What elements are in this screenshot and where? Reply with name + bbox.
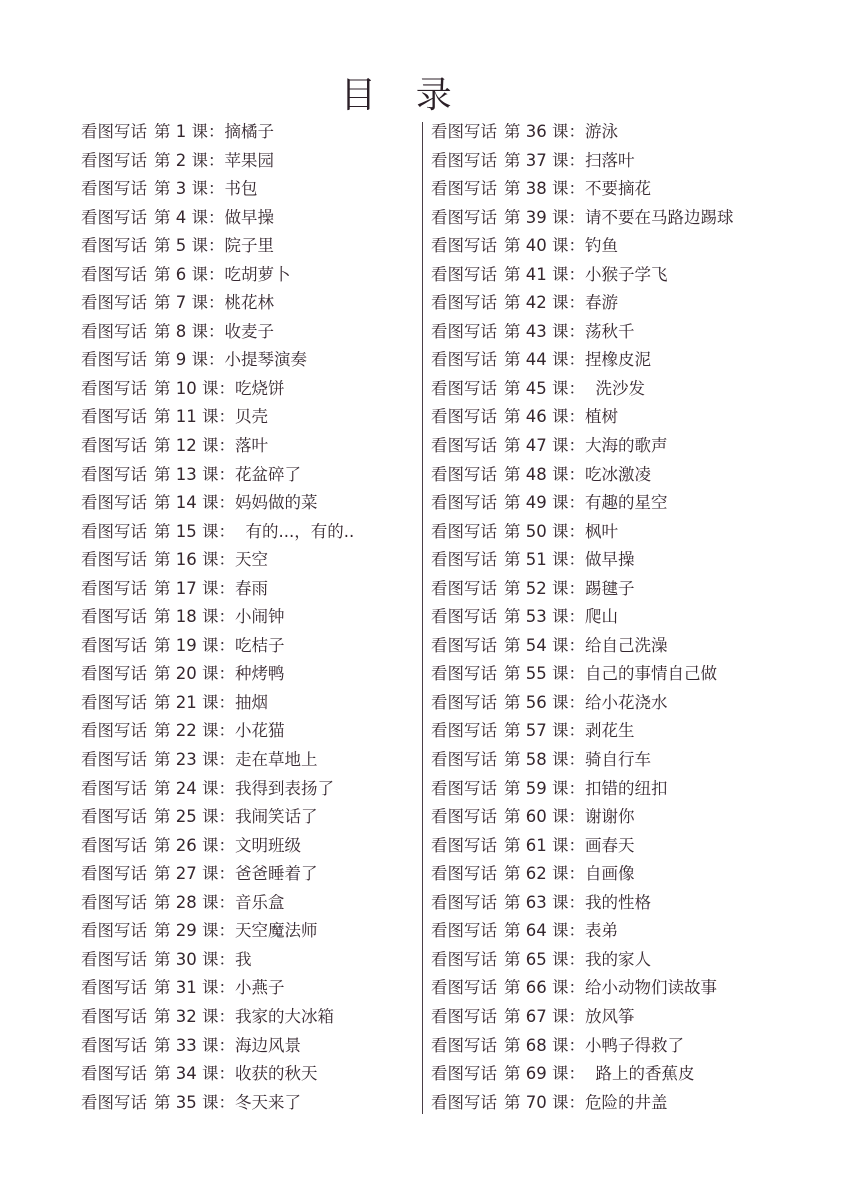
- entry-prefix: 看图写话: [81, 236, 147, 256]
- toc-entry[interactable]: [81, 432, 411, 461]
- entry-prefix: 看图写话: [81, 378, 147, 398]
- toc-entry[interactable]: [81, 204, 411, 233]
- toc-entry[interactable]: [81, 546, 411, 575]
- toc-entry[interactable]: [431, 632, 811, 661]
- entry-prefix: 看图写话: [81, 150, 147, 170]
- entry-lesson-number: 第 67 课：: [504, 1006, 585, 1026]
- toc-entry[interactable]: [431, 946, 811, 975]
- entry-lesson-number: 第 63 课：: [504, 892, 585, 912]
- entry-lesson-title: 种烤鸭: [235, 664, 285, 684]
- entry-lesson-title: 放风筝: [585, 1006, 635, 1026]
- entry-lesson-number: 第 16 课：: [154, 550, 235, 570]
- entry-lesson-title: 钓鱼: [585, 236, 618, 256]
- entry-lesson-title: 给自己洗澡: [585, 635, 668, 655]
- entry-prefix: 看图写话: [431, 207, 497, 227]
- entry-prefix: 看图写话: [431, 778, 497, 798]
- entry-lesson-number: 第 37 课：: [504, 150, 585, 170]
- toc-entry[interactable]: [431, 860, 811, 889]
- entry-lesson-number: 第 64 课：: [504, 921, 585, 941]
- entry-lesson-title: 书包: [224, 179, 258, 199]
- entry-prefix: 看图写话: [431, 692, 497, 712]
- entry-lesson-title: 桃花林: [224, 293, 274, 313]
- entry-lesson-title: 洗沙发: [585, 378, 645, 398]
- entry-lesson-number: 第 51 课：: [504, 550, 585, 570]
- entry-lesson-number: 第 15 课：: [154, 521, 235, 541]
- entry-lesson-title: 我: [235, 949, 252, 969]
- toc-entry[interactable]: [431, 1089, 811, 1118]
- entry-lesson-title: 给小动物们读故事: [585, 978, 717, 998]
- entry-lesson-number: 第 23 课：: [154, 750, 235, 770]
- entry-prefix: 看图写话: [431, 1064, 497, 1084]
- toc-entry[interactable]: [431, 232, 811, 261]
- entry-prefix: 看图写话: [81, 1092, 147, 1112]
- page-title: 目 录: [340, 75, 466, 116]
- entry-prefix: 看图写话: [431, 321, 497, 341]
- entry-lesson-number: 第 19 课：: [154, 635, 235, 655]
- entry-lesson-number: 第 36 课：: [504, 122, 585, 141]
- toc-entry[interactable]: [431, 403, 811, 432]
- entry-lesson-number: 第 1 课：: [154, 122, 225, 141]
- entry-lesson-title: 走在草地上: [235, 750, 318, 770]
- entry-lesson-title: 捏橡皮泥: [585, 350, 651, 370]
- entry-lesson-number: 第 60 课：: [504, 807, 585, 827]
- toc-entry[interactable]: [81, 1060, 411, 1089]
- entry-prefix: 看图写话: [431, 464, 497, 484]
- toc-entry[interactable]: [431, 1060, 811, 1089]
- entry-prefix: 看图写话: [81, 949, 147, 969]
- toc-right-column: [431, 118, 811, 1117]
- entry-lesson-title: 荡秋千: [585, 321, 635, 341]
- entry-prefix: 看图写话: [81, 892, 147, 912]
- toc-entry[interactable]: [81, 689, 411, 718]
- entry-prefix: 看图写话: [431, 293, 497, 313]
- entry-prefix: 看图写话: [431, 378, 497, 398]
- toc-entry[interactable]: [81, 717, 411, 746]
- entry-lesson-title: 植树: [585, 407, 618, 427]
- entry-prefix: 看图写话: [81, 1006, 147, 1026]
- entry-lesson-title: 爬山: [585, 607, 618, 627]
- entry-lesson-title: 自画像: [585, 864, 635, 884]
- entry-prefix: 看图写话: [81, 493, 147, 513]
- toc-entry[interactable]: [431, 746, 811, 775]
- entry-lesson-title: 落叶: [235, 436, 268, 456]
- entry-prefix: 看图写话: [81, 578, 147, 598]
- entry-lesson-number: 第 50 课：: [504, 521, 585, 541]
- toc-entry[interactable]: [81, 318, 411, 347]
- entry-prefix: 看图写话: [431, 864, 497, 884]
- entry-lesson-title: 贝壳: [235, 407, 268, 427]
- toc-entry[interactable]: [81, 889, 411, 918]
- entry-lesson-number: 第 20 课：: [154, 664, 235, 684]
- entry-lesson-number: 第 41 课：: [504, 264, 585, 284]
- toc-entry[interactable]: [431, 689, 811, 718]
- entry-lesson-title: 自己的事情自己做: [585, 664, 717, 684]
- entry-lesson-number: 第 47 课：: [504, 436, 585, 456]
- entry-prefix: 看图写话: [431, 664, 497, 684]
- toc-entry[interactable]: [431, 803, 811, 832]
- entry-prefix: 看图写话: [431, 236, 497, 256]
- entry-prefix: 看图写话: [81, 207, 147, 227]
- entry-lesson-title: 吃桔子: [235, 635, 285, 655]
- entry-prefix: 看图写话: [431, 635, 497, 655]
- column-divider: [422, 122, 423, 1114]
- entry-prefix: 看图写话: [431, 1006, 497, 1026]
- entry-lesson-number: 第 30 课：: [154, 949, 235, 969]
- entry-prefix: 看图写话: [81, 321, 147, 341]
- toc-entry[interactable]: [81, 746, 411, 775]
- entry-lesson-number: 第 8 课：: [154, 321, 225, 341]
- entry-lesson-title: 收获的秋天: [235, 1064, 318, 1084]
- entry-lesson-title: 抽烟: [235, 692, 268, 712]
- entry-lesson-number: 第 61 课：: [504, 835, 585, 855]
- entry-prefix: 看图写话: [81, 607, 147, 627]
- entry-lesson-number: 第 14 课：: [154, 493, 235, 513]
- entry-prefix: 看图写话: [81, 293, 147, 313]
- entry-prefix: 看图写话: [431, 179, 497, 199]
- entry-lesson-title: 大海的歌声: [585, 436, 668, 456]
- toc-entry[interactable]: [431, 204, 811, 233]
- entry-lesson-title: 踢毽子: [585, 578, 635, 598]
- entry-lesson-title: 做早操: [224, 207, 274, 227]
- entry-lesson-title: 扣错的纽扣: [585, 778, 668, 798]
- entry-lesson-title: 收麦子: [224, 321, 274, 341]
- entry-lesson-title: 请不要在马路边踢球: [585, 207, 734, 227]
- entry-lesson-number: 第 62 课：: [504, 864, 585, 884]
- toc-entry[interactable]: [81, 346, 411, 375]
- entry-prefix: 看图写话: [431, 521, 497, 541]
- entry-lesson-number: 第 45 课：: [504, 378, 585, 398]
- toc-entry[interactable]: [431, 318, 811, 347]
- entry-prefix: 看图写话: [431, 807, 497, 827]
- entry-lesson-title: 我闹笑话了: [235, 807, 318, 827]
- toc-entry[interactable]: [431, 575, 811, 604]
- entry-lesson-title: 我家的大冰箱: [235, 1006, 334, 1026]
- toc-entry[interactable]: [431, 346, 811, 375]
- entry-lesson-number: 第 17 课：: [154, 578, 235, 598]
- entry-lesson-number: 第 3 课：: [154, 179, 225, 199]
- entry-lesson-number: 第 18 课：: [154, 607, 235, 627]
- entry-lesson-number: 第 44 课：: [504, 350, 585, 370]
- entry-prefix: 看图写话: [431, 835, 497, 855]
- entry-prefix: 看图写话: [431, 407, 497, 427]
- entry-lesson-title: 我得到表扬了: [235, 778, 334, 798]
- toc-entry[interactable]: [81, 917, 411, 946]
- entry-lesson-number: 第 34 课：: [154, 1064, 235, 1084]
- entry-prefix: 看图写话: [431, 949, 497, 969]
- toc-entry[interactable]: [431, 175, 811, 204]
- toc-entry[interactable]: [81, 1003, 411, 1032]
- entry-lesson-title: 吃胡萝卜: [224, 264, 291, 284]
- entry-lesson-title: 路上的香蕉皮: [585, 1064, 695, 1084]
- toc-entry[interactable]: [431, 1003, 811, 1032]
- entry-lesson-title: 音乐盒: [235, 892, 285, 912]
- entry-prefix: 看图写话: [81, 436, 147, 456]
- entry-lesson-number: 第 54 课：: [504, 635, 585, 655]
- toc-entry[interactable]: [81, 575, 411, 604]
- entry-prefix: 看图写话: [431, 350, 497, 370]
- entry-prefix: 看图写话: [81, 721, 147, 741]
- entry-prefix: 看图写话: [81, 921, 147, 941]
- entry-lesson-number: 第 24 课：: [154, 778, 235, 798]
- toc-entry[interactable]: [81, 147, 411, 176]
- entry-prefix: 看图写话: [81, 179, 147, 199]
- entry-lesson-number: 第 29 课：: [154, 921, 235, 941]
- entry-lesson-number: 第 11 课：: [154, 407, 235, 427]
- entry-lesson-number: 第 28 课：: [154, 892, 235, 912]
- entry-lesson-number: 第 32 课：: [154, 1006, 235, 1026]
- entry-lesson-title: 小燕子: [235, 978, 285, 998]
- entry-lesson-title: 危险的井盖: [585, 1092, 668, 1112]
- entry-prefix: 看图写话: [81, 1064, 147, 1084]
- entry-lesson-number: 第 52 课：: [504, 578, 585, 598]
- toc-entry[interactable]: [81, 232, 411, 261]
- entry-prefix: 看图写话: [431, 978, 497, 998]
- entry-lesson-number: 第 39 课：: [504, 207, 585, 227]
- entry-lesson-number: 第 55 课：: [504, 664, 585, 684]
- entry-lesson-title: 小鸭子得救了: [585, 1035, 684, 1055]
- entry-prefix: 看图写话: [431, 750, 497, 770]
- entry-lesson-number: 第 43 课：: [504, 321, 585, 341]
- entry-lesson-title: 天空: [235, 550, 268, 570]
- entry-prefix: 看图写话: [81, 807, 147, 827]
- entry-lesson-number: 第 38 课：: [504, 179, 585, 199]
- entry-lesson-number: 第 7 课：: [154, 293, 225, 313]
- entry-prefix: 看图写话: [431, 264, 497, 284]
- entry-lesson-title: 吃冰激凌: [585, 464, 651, 484]
- toc-entry[interactable]: [431, 289, 811, 318]
- entry-prefix: 看图写话: [431, 550, 497, 570]
- entry-prefix: 看图写话: [81, 264, 147, 284]
- entry-lesson-number: 第 10 课：: [154, 378, 235, 398]
- entry-prefix: 看图写话: [81, 664, 147, 684]
- entry-lesson-title: 我的家人: [585, 949, 651, 969]
- entry-lesson-number: 第 40 课：: [504, 236, 585, 256]
- entry-prefix: 看图写话: [81, 778, 147, 798]
- toc-entry[interactable]: [431, 432, 811, 461]
- entry-lesson-number: 第 5 课：: [154, 236, 225, 256]
- entry-lesson-title: 给小花浇水: [585, 692, 668, 712]
- entry-prefix: 看图写话: [431, 1035, 497, 1055]
- entry-lesson-number: 第 59 课：: [504, 778, 585, 798]
- entry-lesson-title: 我的性格: [585, 892, 651, 912]
- toc-entry[interactable]: [81, 175, 411, 204]
- entry-lesson-number: 第 48 课：: [504, 464, 585, 484]
- entry-lesson-number: 第 57 课：: [504, 721, 585, 741]
- toc-entry[interactable]: [81, 461, 411, 490]
- toc-entry[interactable]: [81, 603, 411, 632]
- toc-entry[interactable]: [431, 775, 811, 804]
- entry-lesson-number: 第 68 课：: [504, 1035, 585, 1055]
- entry-prefix: 看图写话: [81, 122, 147, 141]
- entry-lesson-title: 表弟: [585, 921, 618, 941]
- entry-lesson-title: 骑自行车: [585, 750, 651, 770]
- toc-entry[interactable]: [81, 775, 411, 804]
- entry-lesson-number: 第 46 课：: [504, 407, 585, 427]
- entry-lesson-number: 第 21 课：: [154, 692, 235, 712]
- toc-entry[interactable]: [81, 375, 411, 404]
- toc-entry[interactable]: [81, 860, 411, 889]
- toc-entry[interactable]: [431, 974, 811, 1003]
- toc-entry[interactable]: [431, 489, 811, 518]
- toc-entry[interactable]: [81, 660, 411, 689]
- entry-prefix: 看图写话: [81, 692, 147, 712]
- entry-lesson-title: 文明班级: [235, 835, 301, 855]
- entry-prefix: 看图写话: [81, 978, 147, 998]
- entry-lesson-title: 扫落叶: [585, 150, 635, 170]
- entry-lesson-number: 第 42 课：: [504, 293, 585, 313]
- entry-prefix: 看图写话: [81, 550, 147, 570]
- entry-lesson-title: 谢谢你: [585, 807, 635, 827]
- entry-lesson-title: 天空魔法师: [235, 921, 318, 941]
- toc-entry[interactable]: [81, 1089, 411, 1118]
- toc-entry[interactable]: [431, 261, 811, 290]
- entry-lesson-number: 第 27 课：: [154, 864, 235, 884]
- toc-entry[interactable]: [431, 461, 811, 490]
- entry-lesson-number: 第 26 课：: [154, 835, 235, 855]
- entry-lesson-title: 摘橘子: [224, 122, 274, 141]
- entry-lesson-title: 妈妈做的菜: [235, 493, 318, 513]
- entry-prefix: 看图写话: [81, 521, 147, 541]
- toc-entry[interactable]: [81, 1032, 411, 1061]
- entry-lesson-number: 第 12 课：: [154, 436, 235, 456]
- toc-entry[interactable]: [431, 1032, 811, 1061]
- toc-entry[interactable]: [431, 118, 811, 147]
- toc-entry[interactable]: [431, 518, 811, 547]
- entry-lesson-number: 第 56 课：: [504, 692, 585, 712]
- entry-lesson-number: 第 9 课：: [154, 350, 225, 370]
- entry-lesson-title: 爸爸睡着了: [235, 864, 318, 884]
- entry-prefix: 看图写话: [431, 122, 497, 141]
- entry-lesson-number: 第 69 课：: [504, 1064, 585, 1084]
- entry-lesson-number: 第 25 课：: [154, 807, 235, 827]
- entry-prefix: 看图写话: [81, 635, 147, 655]
- entry-prefix: 看图写话: [81, 750, 147, 770]
- entry-prefix: 看图写话: [431, 921, 497, 941]
- entry-lesson-title: 游泳: [585, 122, 618, 141]
- entry-lesson-number: 第 66 课：: [504, 978, 585, 998]
- entry-lesson-number: 第 70 课：: [504, 1092, 585, 1112]
- toc-entry[interactable]: [431, 832, 811, 861]
- entry-lesson-title: 小提琴演奏: [224, 350, 307, 370]
- entry-lesson-title: 枫叶: [585, 521, 618, 541]
- toc-entry[interactable]: [81, 632, 411, 661]
- toc-entry[interactable]: [81, 118, 411, 147]
- toc-entry[interactable]: [431, 147, 811, 176]
- toc-entry[interactable]: [81, 946, 411, 975]
- entry-prefix: 看图写话: [81, 464, 147, 484]
- toc-entry[interactable]: [81, 974, 411, 1003]
- entry-lesson-number: 第 58 课：: [504, 750, 585, 770]
- entry-lesson-title: 有的...，有的..: [235, 521, 355, 541]
- entry-lesson-title: 花盆碎了: [235, 464, 301, 484]
- entry-lesson-number: 第 4 课：: [154, 207, 225, 227]
- entry-lesson-title: 有趣的星空: [585, 493, 668, 513]
- entry-lesson-title: 冬天来了: [235, 1092, 301, 1112]
- entry-lesson-title: 小闹钟: [235, 607, 285, 627]
- entry-lesson-number: 第 2 课：: [154, 150, 225, 170]
- toc-entry[interactable]: [81, 518, 411, 547]
- entry-lesson-title: 剥花生: [585, 721, 635, 741]
- toc-entry[interactable]: [81, 489, 411, 518]
- entry-lesson-number: 第 65 课：: [504, 949, 585, 969]
- entry-lesson-number: 第 35 课：: [154, 1092, 235, 1112]
- entry-lesson-number: 第 13 课：: [154, 464, 235, 484]
- entry-prefix: 看图写话: [81, 407, 147, 427]
- toc-entry[interactable]: [431, 546, 811, 575]
- entry-lesson-title: 小花猫: [235, 721, 285, 741]
- entry-prefix: 看图写话: [431, 721, 497, 741]
- entry-lesson-title: 不要摘花: [585, 179, 651, 199]
- entry-prefix: 看图写话: [431, 150, 497, 170]
- toc-entry[interactable]: [81, 832, 411, 861]
- entry-prefix: 看图写话: [81, 350, 147, 370]
- entry-prefix: 看图写话: [431, 607, 497, 627]
- entry-lesson-title: 春游: [585, 293, 618, 313]
- entry-lesson-title: 春雨: [235, 578, 268, 598]
- entry-lesson-number: 第 6 课：: [154, 264, 225, 284]
- toc-entry[interactable]: [431, 889, 811, 918]
- entry-lesson-number: 第 31 课：: [154, 978, 235, 998]
- entry-prefix: 看图写话: [81, 835, 147, 855]
- toc-entry[interactable]: [81, 403, 411, 432]
- entry-prefix: 看图写话: [431, 578, 497, 598]
- entry-lesson-title: 小猴子学飞: [585, 264, 668, 284]
- toc-entry[interactable]: [431, 660, 811, 689]
- toc-entry[interactable]: [81, 289, 411, 318]
- entry-lesson-number: 第 33 课：: [154, 1035, 235, 1055]
- entry-lesson-number: 第 22 课：: [154, 721, 235, 741]
- toc-left-column: [81, 118, 411, 1117]
- entry-lesson-number: 第 49 课：: [504, 493, 585, 513]
- toc-entry[interactable]: [81, 803, 411, 832]
- entry-lesson-number: 第 53 课：: [504, 607, 585, 627]
- toc-entry[interactable]: [431, 603, 811, 632]
- entry-prefix: 看图写话: [431, 493, 497, 513]
- toc-entry[interactable]: [431, 917, 811, 946]
- entry-prefix: 看图写话: [81, 1035, 147, 1055]
- toc-entry[interactable]: [81, 261, 411, 290]
- entry-prefix: 看图写话: [431, 1092, 497, 1112]
- entry-prefix: 看图写话: [431, 436, 497, 456]
- toc-entry[interactable]: [431, 717, 811, 746]
- entry-prefix: 看图写话: [81, 864, 147, 884]
- toc-entry[interactable]: [431, 375, 811, 404]
- entry-lesson-title: 海边风景: [235, 1035, 301, 1055]
- entry-lesson-title: 做早操: [585, 550, 635, 570]
- entry-lesson-title: 画春天: [585, 835, 635, 855]
- entry-lesson-title: 院子里: [224, 236, 274, 256]
- entry-prefix: 看图写话: [431, 892, 497, 912]
- entry-lesson-title: 苹果园: [224, 150, 274, 170]
- entry-lesson-title: 吃烧饼: [235, 378, 285, 398]
